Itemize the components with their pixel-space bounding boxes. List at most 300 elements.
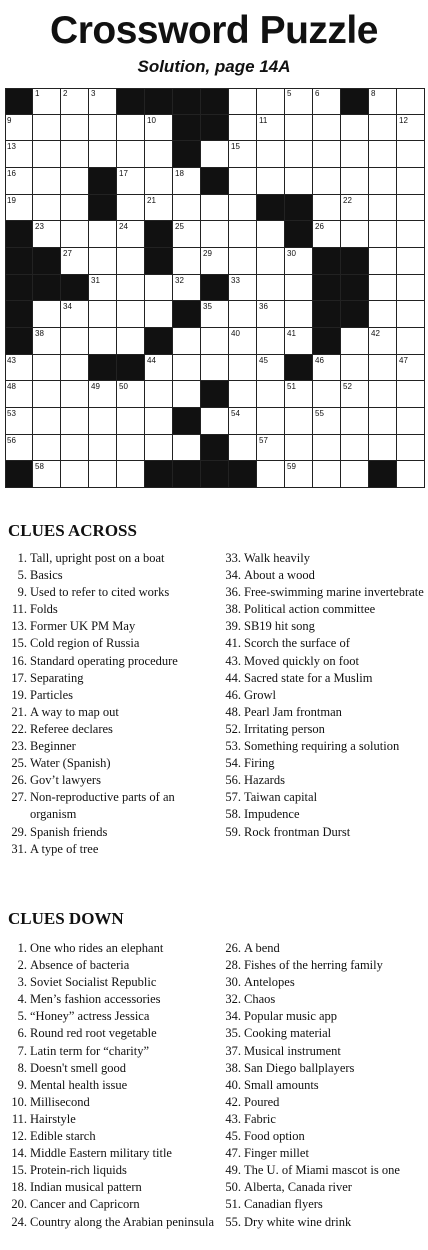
clue-item — [0, 567, 215, 584]
grid-cell[interactable] — [257, 461, 285, 488]
clue-item — [214, 653, 428, 670]
grid-block — [313, 248, 341, 275]
grid-cell[interactable] — [61, 248, 89, 275]
grid-cell[interactable] — [145, 275, 173, 302]
clue-item-number: 3. — [17, 975, 27, 990]
grid-cell[interactable] — [397, 195, 425, 222]
grid-cell[interactable] — [257, 381, 285, 408]
clue-item — [214, 789, 428, 806]
grid-cell[interactable] — [229, 435, 257, 462]
grid-cell[interactable] — [117, 435, 145, 462]
grid-cell[interactable] — [257, 115, 285, 142]
clue-item-text: Food option — [244, 1129, 305, 1144]
grid-cell[interactable] — [145, 355, 173, 382]
grid-cell[interactable] — [89, 435, 117, 462]
grid-block — [201, 168, 229, 195]
clue-item-number: 5. — [17, 1009, 27, 1024]
grid-cell[interactable] — [369, 248, 397, 275]
grid-cell[interactable] — [61, 221, 89, 248]
grid-cell[interactable] — [201, 355, 229, 382]
grid-cell[interactable] — [117, 115, 145, 142]
grid-block — [201, 88, 229, 115]
grid-cell[interactable] — [369, 355, 397, 382]
clue-number: 5 — [287, 89, 292, 98]
grid-cell[interactable] — [33, 221, 61, 248]
clue-item — [0, 635, 215, 652]
clue-item-number: 37. — [225, 1043, 241, 1058]
clue-item-text: Edible starch — [30, 1129, 96, 1144]
grid-cell[interactable] — [257, 301, 285, 328]
clue-item-text: Chaos — [244, 992, 276, 1007]
clue-item-text: Political action committee — [244, 602, 376, 617]
grid-cell[interactable] — [397, 435, 425, 462]
grid-cell[interactable] — [341, 328, 369, 355]
grid-cell[interactable] — [285, 381, 313, 408]
grid-cell[interactable] — [397, 88, 425, 115]
grid-cell[interactable] — [173, 221, 201, 248]
clue-item-text: Protein-rich liquids — [30, 1163, 127, 1178]
grid-cell[interactable] — [397, 221, 425, 248]
clue-item-text: Indian musical pattern — [30, 1180, 142, 1195]
grid-cell[interactable] — [397, 141, 425, 168]
grid-cell[interactable] — [229, 381, 257, 408]
clue-number: 33 — [231, 275, 240, 285]
grid-cell[interactable] — [285, 88, 313, 115]
grid-cell[interactable] — [257, 141, 285, 168]
grid-cell[interactable] — [341, 408, 369, 435]
grid-cell[interactable] — [173, 435, 201, 462]
grid-cell[interactable] — [33, 301, 61, 328]
grid-cell[interactable] — [173, 168, 201, 195]
clue-number: 58 — [35, 462, 44, 472]
grid-cell[interactable] — [201, 408, 229, 435]
grid-cell[interactable] — [313, 355, 341, 382]
grid-cell[interactable] — [285, 408, 313, 435]
grid-cell[interactable] — [5, 115, 33, 142]
clue-item-number: 53. — [225, 739, 241, 754]
grid-block — [173, 461, 201, 488]
grid-cell[interactable] — [397, 408, 425, 435]
grid-cell[interactable] — [89, 275, 117, 302]
grid-cell[interactable] — [145, 168, 173, 195]
clue-number: 42 — [371, 329, 380, 338]
clue-item — [214, 1111, 428, 1128]
grid-cell[interactable] — [341, 115, 369, 142]
grid-cell[interactable] — [397, 381, 425, 408]
grid-cell[interactable] — [229, 168, 257, 195]
clue-number: 50 — [119, 382, 128, 392]
clue-item-number: 10. — [11, 1094, 27, 1109]
grid-cell[interactable] — [33, 168, 61, 195]
grid-cell[interactable] — [89, 461, 117, 488]
clue-item — [0, 584, 215, 601]
clues-down-right-column — [214, 940, 428, 1231]
grid-block — [173, 141, 201, 168]
grid-cell[interactable] — [201, 141, 229, 168]
grid-cell[interactable] — [117, 408, 145, 435]
grid-cell[interactable] — [369, 168, 397, 195]
grid-cell[interactable] — [89, 381, 117, 408]
clue-item-number: 38. — [225, 1060, 241, 1075]
grid-cell[interactable] — [341, 355, 369, 382]
grid-cell[interactable] — [229, 88, 257, 115]
grid-cell[interactable] — [285, 461, 313, 488]
clue-item-number: 16. — [11, 653, 27, 668]
grid-cell[interactable] — [285, 328, 313, 355]
clue-item-number: 36. — [225, 585, 241, 600]
grid-cell[interactable] — [257, 355, 285, 382]
clue-item — [214, 1196, 428, 1213]
grid-block — [5, 88, 33, 115]
clue-item-text: Firing — [244, 756, 275, 771]
clue-item-number: 45. — [225, 1129, 241, 1144]
clue-item-number: 4. — [17, 992, 27, 1007]
grid-cell[interactable] — [89, 248, 117, 275]
grid-cell[interactable] — [257, 248, 285, 275]
grid-cell[interactable] — [341, 381, 369, 408]
grid-cell[interactable] — [397, 275, 425, 302]
grid-cell[interactable] — [173, 381, 201, 408]
grid-cell[interactable] — [369, 221, 397, 248]
grid-cell[interactable] — [285, 168, 313, 195]
grid-cell[interactable] — [33, 195, 61, 222]
grid-cell[interactable] — [201, 248, 229, 275]
grid-cell[interactable] — [5, 381, 33, 408]
grid-cell[interactable] — [397, 328, 425, 355]
grid-cell[interactable] — [117, 301, 145, 328]
grid-cell[interactable] — [313, 408, 341, 435]
clue-item — [0, 653, 215, 670]
clue-number: 27 — [63, 249, 72, 258]
grid-cell[interactable] — [117, 381, 145, 408]
clue-item-number: 26. — [11, 773, 27, 788]
grid-cell[interactable] — [397, 168, 425, 195]
grid-cell[interactable] — [229, 275, 257, 302]
grid-cell[interactable] — [61, 408, 89, 435]
grid-cell[interactable] — [285, 115, 313, 142]
grid-cell[interactable] — [173, 195, 201, 222]
grid-cell[interactable] — [369, 275, 397, 302]
grid-cell[interactable] — [313, 381, 341, 408]
clue-item-number: 54. — [225, 756, 241, 771]
grid-cell[interactable] — [369, 301, 397, 328]
grid-cell[interactable] — [229, 328, 257, 355]
clue-item-number: 57. — [225, 790, 241, 805]
grid-cell[interactable] — [369, 381, 397, 408]
grid-block — [5, 301, 33, 328]
grid-block — [117, 88, 145, 115]
grid-block — [5, 461, 33, 488]
grid-cell[interactable] — [89, 88, 117, 115]
grid-cell[interactable] — [61, 141, 89, 168]
grid-cell[interactable] — [397, 461, 425, 488]
grid-cell[interactable] — [201, 221, 229, 248]
grid-cell[interactable] — [117, 195, 145, 222]
grid-cell[interactable] — [229, 248, 257, 275]
grid-cell[interactable] — [285, 435, 313, 462]
grid-cell[interactable] — [313, 461, 341, 488]
grid-block — [173, 115, 201, 142]
grid-cell[interactable] — [61, 355, 89, 382]
grid-cell[interactable] — [117, 461, 145, 488]
grid-cell[interactable] — [257, 408, 285, 435]
grid-cell[interactable] — [89, 408, 117, 435]
grid-cell[interactable] — [145, 141, 173, 168]
grid-cell[interactable] — [117, 168, 145, 195]
grid-cell[interactable] — [341, 221, 369, 248]
clue-item-text: Impudence — [244, 807, 300, 822]
grid-cell[interactable] — [33, 328, 61, 355]
clue-item — [214, 1094, 428, 1111]
grid-cell[interactable] — [229, 301, 257, 328]
grid-cell[interactable] — [5, 408, 33, 435]
clue-number: 34 — [63, 302, 72, 312]
grid-cell[interactable] — [257, 275, 285, 302]
grid-block — [313, 301, 341, 328]
grid-cell[interactable] — [313, 435, 341, 462]
grid-cell[interactable] — [201, 328, 229, 355]
clue-item-number: 51. — [225, 1197, 241, 1212]
grid-cell[interactable] — [61, 328, 89, 355]
clue-item — [0, 789, 215, 823]
clue-number: 17 — [119, 169, 128, 178]
grid-cell[interactable] — [5, 168, 33, 195]
grid-cell[interactable] — [145, 381, 173, 408]
clue-number: 59 — [287, 462, 296, 472]
grid-cell[interactable] — [285, 141, 313, 168]
grid-block — [89, 195, 117, 222]
grid-cell[interactable] — [5, 195, 33, 222]
grid-cell[interactable] — [397, 115, 425, 142]
clue-number: 47 — [399, 355, 408, 365]
grid-block — [201, 275, 229, 302]
clue-item-text: A bend — [244, 941, 280, 955]
clue-item-number: 52. — [225, 721, 241, 736]
clue-number: 22 — [343, 195, 352, 205]
grid-cell[interactable] — [229, 355, 257, 382]
grid-cell[interactable] — [33, 381, 61, 408]
grid-cell[interactable] — [173, 248, 201, 275]
grid-block — [5, 221, 33, 248]
grid-cell[interactable] — [257, 435, 285, 462]
grid-cell[interactable] — [117, 221, 145, 248]
grid-cell[interactable] — [313, 168, 341, 195]
clue-item-number: 43. — [225, 1111, 241, 1126]
clue-item-number: 6. — [17, 1026, 27, 1041]
grid-cell[interactable] — [5, 435, 33, 462]
grid-cell[interactable] — [89, 301, 117, 328]
grid-cell[interactable] — [397, 301, 425, 328]
grid-cell[interactable] — [257, 168, 285, 195]
clue-item — [0, 1043, 215, 1060]
grid-cell[interactable] — [33, 355, 61, 382]
clue-item-text: Small amounts — [244, 1077, 319, 1092]
grid-cell[interactable] — [61, 195, 89, 222]
clue-item-text: Round red root vegetable — [30, 1026, 157, 1041]
clue-item-number: 24. — [11, 1214, 27, 1229]
grid-cell[interactable] — [145, 195, 173, 222]
grid-cell[interactable] — [33, 141, 61, 168]
grid-cell[interactable] — [61, 88, 89, 115]
grid-cell[interactable] — [145, 408, 173, 435]
clue-item-number: 13. — [11, 619, 27, 634]
clue-number: 49 — [91, 382, 100, 392]
grid-cell[interactable] — [89, 328, 117, 355]
grid-cell[interactable] — [145, 301, 173, 328]
grid-cell[interactable] — [89, 221, 117, 248]
grid-block — [145, 328, 173, 355]
grid-cell[interactable] — [369, 115, 397, 142]
grid-cell[interactable] — [89, 115, 117, 142]
grid-cell[interactable] — [173, 355, 201, 382]
grid-cell[interactable] — [341, 141, 369, 168]
grid-cell[interactable] — [61, 381, 89, 408]
clue-item — [0, 687, 215, 704]
grid-cell[interactable] — [173, 328, 201, 355]
grid-cell[interactable] — [229, 221, 257, 248]
clue-number: 21 — [147, 195, 156, 205]
grid-cell[interactable] — [285, 275, 313, 302]
grid-cell[interactable] — [369, 328, 397, 355]
clue-item — [214, 1025, 428, 1042]
clue-item-text: The U. of Miami mascot is one — [244, 1163, 400, 1178]
clue-item-number: 22. — [11, 721, 27, 736]
clue-item-number: 43. — [225, 653, 241, 668]
grid-cell[interactable] — [313, 195, 341, 222]
clue-item-text: Fabric — [244, 1111, 276, 1126]
grid-cell[interactable] — [369, 88, 397, 115]
clue-item — [0, 1145, 215, 1162]
grid-cell[interactable] — [33, 88, 61, 115]
grid-cell[interactable] — [341, 435, 369, 462]
grid-cell[interactable] — [341, 168, 369, 195]
clue-item — [0, 1060, 215, 1077]
clue-item-text: Moved quickly on foot — [244, 653, 359, 668]
grid-cell[interactable] — [313, 141, 341, 168]
clue-item-number: 11. — [11, 1111, 27, 1126]
grid-cell[interactable] — [313, 221, 341, 248]
clue-item-text: Latin term for “charity” — [30, 1043, 150, 1058]
clue-item-text: Hairstyle — [30, 1111, 76, 1126]
grid-cell[interactable] — [33, 461, 61, 488]
clue-item-text: Spanish friends — [30, 824, 108, 839]
grid-cell[interactable] — [201, 301, 229, 328]
clue-item-text: Standard operating procedure — [30, 653, 178, 668]
grid-cell[interactable] — [313, 88, 341, 115]
clue-item-number: 35. — [225, 1026, 241, 1041]
grid-cell[interactable] — [117, 328, 145, 355]
grid-cell[interactable] — [369, 195, 397, 222]
grid-cell[interactable] — [397, 248, 425, 275]
clue-item — [214, 670, 428, 687]
grid-cell[interactable] — [145, 115, 173, 142]
clue-number: 19 — [7, 195, 16, 205]
clue-item-number: 9. — [17, 1077, 27, 1092]
clue-item-number: 12. — [11, 1129, 27, 1144]
clue-item-text: Men’s fashion accessories — [30, 992, 161, 1007]
grid-cell[interactable] — [145, 435, 173, 462]
grid-cell[interactable] — [313, 115, 341, 142]
clue-item — [0, 1196, 215, 1213]
clue-item-number: 26. — [225, 941, 241, 955]
clue-item-number: 21. — [11, 704, 27, 719]
clue-item-number: 15. — [11, 1163, 27, 1178]
grid-cell[interactable] — [285, 301, 313, 328]
clue-item — [0, 1179, 215, 1196]
grid-cell[interactable] — [229, 141, 257, 168]
grid-cell[interactable] — [369, 141, 397, 168]
clue-item — [0, 601, 215, 618]
clue-item-text: Growl — [244, 687, 276, 702]
grid-block — [33, 248, 61, 275]
clue-item-number: 49. — [225, 1163, 241, 1178]
grid-cell[interactable] — [229, 115, 257, 142]
clue-number: 53 — [7, 409, 16, 418]
grid-cell[interactable] — [341, 195, 369, 222]
grid-cell[interactable] — [229, 408, 257, 435]
clue-item-text: Hazards — [244, 773, 285, 788]
grid-cell[interactable] — [5, 141, 33, 168]
grid-cell[interactable] — [369, 408, 397, 435]
grid-cell[interactable] — [33, 408, 61, 435]
grid-cell[interactable] — [341, 461, 369, 488]
clue-item-number: 30. — [225, 975, 241, 990]
clue-item-number: 33. — [225, 551, 241, 565]
clue-item-text: Particles — [30, 687, 74, 702]
grid-cell[interactable] — [5, 355, 33, 382]
grid-cell[interactable] — [117, 248, 145, 275]
grid-cell[interactable] — [229, 195, 257, 222]
grid-cell[interactable] — [33, 115, 61, 142]
grid-cell[interactable] — [61, 461, 89, 488]
clues-down-left-column — [0, 940, 215, 1231]
clue-item-number: 27. — [11, 790, 27, 805]
grid-cell[interactable] — [173, 275, 201, 302]
grid-cell[interactable] — [61, 168, 89, 195]
clue-item-number: 5. — [17, 568, 27, 583]
clue-number: 54 — [231, 409, 240, 418]
clue-item-number: 41. — [225, 636, 241, 651]
clue-item-text: Rock frontman Durst — [244, 824, 351, 839]
clue-item-text: Cold region of Russia — [30, 636, 140, 651]
clue-item-text: Mental health issue — [30, 1077, 128, 1092]
grid-cell[interactable] — [61, 115, 89, 142]
grid-cell[interactable] — [33, 435, 61, 462]
grid-block — [201, 461, 229, 488]
grid-cell[interactable] — [61, 435, 89, 462]
grid-cell[interactable] — [257, 221, 285, 248]
clue-item-text: Alberta, Canada river — [244, 1180, 352, 1195]
clue-item-text: Antelopes — [244, 975, 295, 990]
grid-block — [201, 381, 229, 408]
grid-cell[interactable] — [117, 141, 145, 168]
clue-item-text: “Honey” actress Jessica — [30, 1009, 150, 1024]
grid-cell[interactable] — [117, 275, 145, 302]
clue-item-number: 8. — [17, 1060, 27, 1075]
grid-cell[interactable] — [397, 355, 425, 382]
clue-item-number: 39. — [225, 619, 241, 634]
grid-cell[interactable] — [61, 301, 89, 328]
grid-cell[interactable] — [257, 328, 285, 355]
clue-item — [214, 806, 428, 823]
grid-cell[interactable] — [257, 88, 285, 115]
grid-cell[interactable] — [369, 435, 397, 462]
grid-cell[interactable] — [285, 248, 313, 275]
clue-number: 41 — [287, 329, 296, 338]
grid-cell[interactable] — [89, 141, 117, 168]
grid-cell[interactable] — [201, 195, 229, 222]
clues-across-right-column — [214, 550, 428, 841]
